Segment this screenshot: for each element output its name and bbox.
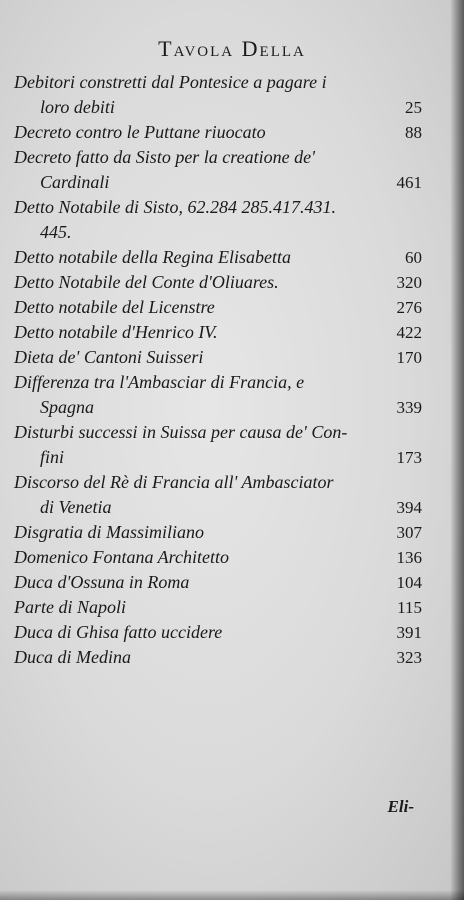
index-entry	[14, 345, 422, 370]
entry-line: Parte di Napoli	[14, 597, 126, 617]
index-entry	[14, 195, 422, 245]
entry-line-continued: di Venetia	[40, 497, 112, 517]
entry-line: Discorso del Rè di Francia all' Ambasciator	[14, 472, 334, 492]
page-number: 461	[396, 173, 422, 192]
index-entry	[14, 520, 422, 545]
entry-line: Decreto contro le Puttane riuocato	[14, 122, 266, 142]
page-number: 104	[396, 573, 422, 592]
page-number: 307	[396, 523, 422, 542]
index-entries	[14, 70, 422, 670]
entry-line: Decreto fatto da Sisto per la creatione de'	[14, 147, 315, 167]
index-entry	[14, 595, 422, 620]
page-number: 320	[396, 273, 422, 292]
index-entry	[14, 545, 422, 570]
catchword: Eli-	[387, 797, 414, 816]
page-edge-shadow	[450, 0, 464, 900]
entry-line: Differenza tra l'Ambasciar di Francia, e	[14, 372, 305, 392]
page-number: 88	[405, 123, 422, 142]
entry-line-continued: fini	[40, 447, 65, 467]
index-entry	[14, 470, 422, 520]
entry-line: Domenico Fontana Architetto	[14, 547, 229, 567]
index-entry	[14, 645, 422, 670]
entry-line: Detto notabile d'Henrico IV.	[14, 322, 218, 342]
entry-line: Detto notabile della Regina Elisabetta	[14, 247, 291, 267]
page-header: Tavola Della	[158, 36, 306, 61]
entry-line-continued: Spagna	[40, 397, 94, 417]
index-entry	[14, 270, 422, 295]
entry-line-continued: 445.	[40, 222, 72, 242]
entry-line: Disgratia di Massimiliano	[14, 522, 205, 542]
entry-line: Detto Notabile del Conte d'Oliuares.	[14, 272, 279, 292]
page-number: 323	[396, 648, 422, 667]
page-number: 25	[405, 98, 422, 117]
index-entry	[14, 245, 422, 270]
page-number: 170	[396, 348, 422, 367]
entry-line: Duca di Medina	[14, 647, 131, 667]
index-entry	[14, 70, 422, 120]
entry-line-continued: Cardinali	[40, 172, 110, 192]
index-entry	[14, 120, 422, 145]
index-entry	[14, 420, 422, 470]
page-number: 115	[397, 598, 422, 617]
index-entry	[14, 370, 422, 420]
entry-line: Disturbi successi in Suissa per causa de' Con-	[14, 422, 348, 442]
entry-line-continued: loro debiti	[40, 97, 115, 117]
index-entry	[14, 295, 422, 320]
page-number: 422	[396, 323, 422, 342]
page-number: 391	[396, 623, 422, 642]
page-edge-shadow	[0, 890, 464, 900]
index-entry	[14, 620, 422, 645]
entry-line: Dieta de' Cantoni Suisseri	[14, 347, 204, 367]
index-entry	[14, 145, 422, 195]
index-entry	[14, 570, 422, 595]
page-number: 276	[396, 298, 422, 317]
page-number: 60	[405, 248, 422, 267]
page-number: 394	[396, 498, 422, 517]
entry-line: Debitori constretti dal Pontesice a pagare i	[14, 72, 327, 92]
entry-line: Duca d'Ossuna in Roma	[14, 572, 190, 592]
entry-line: Detto notabile del Licenstre	[14, 297, 215, 317]
page-number: 173	[396, 448, 422, 467]
entry-line: Duca di Ghisa fatto uccidere	[14, 622, 223, 642]
index-entry	[14, 320, 422, 345]
page-number: 339	[396, 398, 422, 417]
entry-line: Detto Notabile di Sisto, 62.284 285.417.431.	[14, 197, 336, 217]
page-number: 136	[396, 548, 422, 567]
